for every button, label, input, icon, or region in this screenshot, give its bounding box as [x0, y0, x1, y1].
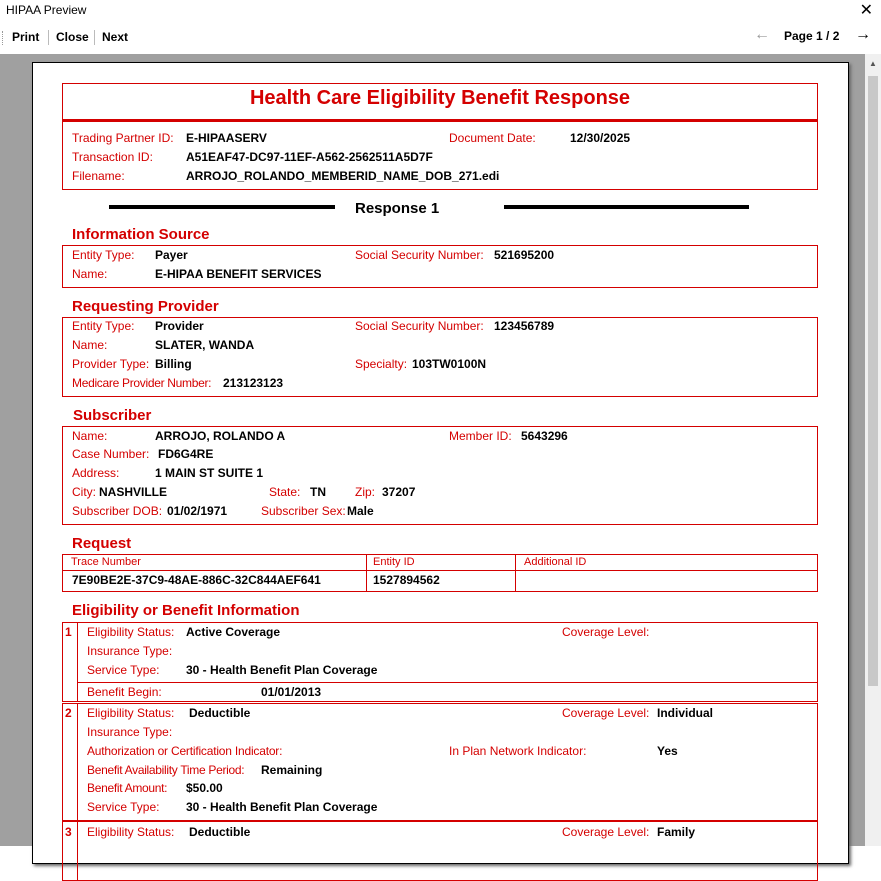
prov-ssn-value: 123456789 — [494, 319, 555, 333]
zip-label: Zip: — [355, 485, 376, 499]
item-number-divider — [77, 622, 78, 702]
insurance-type-label: Insurance Type: — [87, 725, 173, 739]
prov-entity-type-value: Provider — [155, 319, 204, 333]
eligibility-heading: Eligibility or Benefit Information — [72, 602, 300, 619]
city-value: NASHVILLE — [99, 485, 168, 499]
provider-type-value: Billing — [155, 357, 192, 371]
authorization-indicator-label: Authorization or Certification Indicator: — [87, 744, 283, 758]
request-table-divider — [62, 570, 818, 571]
sex-label: Subscriber Sex: — [261, 504, 346, 518]
transaction-value: A51EAF47-DC97-11EF-A562-2562511A5D7F — [186, 150, 433, 164]
prov-ssn-label: Social Security Number: — [355, 319, 484, 333]
city-label: City: — [72, 485, 96, 499]
sex-value: Male — [347, 504, 374, 518]
request-col-divider — [515, 554, 516, 592]
filename-label: Filename: — [72, 169, 125, 183]
coverage-level-label: Coverage Level: — [562, 625, 650, 639]
item-number: 3 — [65, 825, 72, 839]
toolbar-grip — [2, 31, 5, 45]
provider-type-label: Provider Type: — [72, 357, 150, 371]
entity-id-header: Entity ID — [373, 556, 415, 568]
medicare-provider-label: Medicare Provider Number: — [72, 376, 212, 390]
prov-name-value: SLATER, WANDA — [155, 338, 255, 352]
page-indicator: Page 1 / 2 — [784, 29, 840, 43]
case-number-label: Case Number: — [72, 447, 150, 461]
service-type-label: Service Type: — [87, 800, 160, 814]
info-entity-type-label: Entity Type: — [72, 248, 135, 262]
in-plan-network-value: Yes — [657, 744, 678, 758]
benefit-begin-value: 01/01/2013 — [261, 685, 322, 699]
specialty-label: Specialty: — [355, 357, 408, 371]
request-heading: Request — [72, 535, 132, 552]
dob-label: Subscriber DOB: — [72, 504, 163, 518]
next-page-icon[interactable]: → — [855, 26, 871, 43]
eligibility-status-value: Deductible — [189, 706, 251, 720]
time-period-value: Remaining — [261, 763, 323, 777]
vertical-scrollbar[interactable] — [865, 54, 881, 846]
coverage-level-label: Coverage Level: — [562, 706, 650, 720]
state-value: TN — [310, 485, 326, 499]
sub-name-label: Name: — [72, 429, 108, 443]
info-name-label: Name: — [72, 267, 108, 281]
insurance-type-label: Insurance Type: — [87, 644, 173, 658]
info-entity-type-value: Payer — [155, 248, 188, 262]
window-title: HIPAA Preview — [6, 3, 87, 17]
service-type-value: 30 - Health Benefit Plan Coverage — [186, 800, 378, 814]
time-period-label: Benefit Availability Time Period: — [87, 763, 245, 777]
specialty-value: 103TW0100N — [412, 357, 487, 371]
eligibility-status-label: Eligibility Status: — [87, 825, 175, 839]
eligibility-status-label: Eligibility Status: — [87, 625, 175, 639]
document-page — [32, 62, 849, 864]
information-source-heading: Information Source — [72, 226, 210, 243]
coverage-level-value: Family — [657, 825, 696, 839]
address-value: 1 MAIN ST SUITE 1 — [155, 466, 264, 480]
additional-id-header: Additional ID — [524, 556, 587, 568]
toolbar-separator — [48, 30, 49, 45]
service-type-value: 30 - Health Benefit Plan Coverage — [186, 663, 378, 677]
trading-partner-label: Trading Partner ID: — [72, 131, 174, 145]
eligibility-item-1 — [62, 622, 818, 702]
requesting-provider-heading: Requesting Provider — [72, 298, 219, 315]
title-rule — [62, 119, 818, 122]
item-divider — [77, 682, 818, 683]
zip-value: 37207 — [382, 485, 416, 499]
info-ssn-label: Social Security Number: — [355, 248, 484, 262]
eligibility-item-2 — [62, 703, 818, 821]
state-label: State: — [269, 485, 301, 499]
case-number-value: FD6G4RE — [158, 447, 214, 461]
scrollbar-thumb[interactable] — [868, 76, 878, 686]
scroll-up-icon[interactable]: ▲ — [869, 59, 877, 68]
eligibility-item-3 — [62, 821, 818, 881]
trace-number-header: Trace Number — [71, 556, 141, 568]
toolbar — [0, 24, 881, 52]
item-number: 1 — [65, 625, 72, 639]
info-name-value: E-HIPAA BENEFIT SERVICES — [155, 267, 322, 281]
benefit-amount-label: Benefit Amount: — [87, 781, 168, 795]
coverage-level-label: Coverage Level: — [562, 825, 650, 839]
in-plan-network-label: In Plan Network Indicator: — [449, 744, 587, 758]
subscriber-heading: Subscriber — [73, 407, 152, 424]
eligibility-status-value: Active Coverage — [186, 625, 281, 639]
benefit-begin-label: Benefit Begin: — [87, 685, 162, 699]
coverage-level-value: Individual — [657, 706, 714, 720]
trading-partner-value: E-HIPAASERV — [186, 131, 267, 145]
previous-page-icon[interactable]: ← — [754, 26, 770, 43]
item-number-divider — [77, 703, 78, 821]
transaction-label: Transaction ID: — [72, 150, 153, 164]
info-ssn-value: 521695200 — [494, 248, 555, 262]
medicare-provider-value: 213123123 — [223, 376, 284, 390]
address-label: Address: — [72, 466, 120, 480]
member-id-value: 5643296 — [521, 429, 568, 443]
print-button[interactable]: Print — [12, 30, 40, 44]
benefit-amount-value: $50.00 — [186, 781, 223, 795]
prov-name-label: Name: — [72, 338, 108, 352]
toolbar-separator — [94, 30, 95, 45]
eligibility-status-label: Eligibility Status: — [87, 706, 175, 720]
trace-number-value: 7E90BE2E-37C9-48AE-886C-32C844AEF641 — [72, 573, 321, 587]
response-heading: Response 1 — [355, 200, 440, 217]
dob-value: 01/02/1971 — [167, 504, 228, 518]
item-number: 2 — [65, 706, 72, 720]
next-button[interactable]: Next — [102, 30, 129, 44]
close-button[interactable]: Close — [56, 30, 89, 44]
service-type-label: Service Type: — [87, 663, 160, 677]
close-icon[interactable]: ✕ — [859, 2, 873, 19]
document-date-value: 12/30/2025 — [570, 131, 631, 145]
response-rule-right — [504, 205, 749, 209]
document-date-label: Document Date: — [449, 131, 536, 145]
entity-id-value: 1527894562 — [373, 573, 440, 587]
title-bar — [0, 0, 881, 22]
item-number-divider — [77, 821, 78, 881]
sub-name-value: ARROJO, ROLANDO A — [155, 429, 286, 443]
member-id-label: Member ID: — [449, 429, 512, 443]
filename-value: ARROJO_ROLANDO_MEMBERID_NAME_DOB_271.edi — [186, 169, 500, 183]
prov-entity-type-label: Entity Type: — [72, 319, 135, 333]
document-title: Health Care Eligibility Benefit Response — [249, 87, 631, 109]
eligibility-status-value: Deductible — [189, 825, 251, 839]
request-col-divider — [366, 554, 367, 592]
response-rule-left — [109, 205, 335, 209]
